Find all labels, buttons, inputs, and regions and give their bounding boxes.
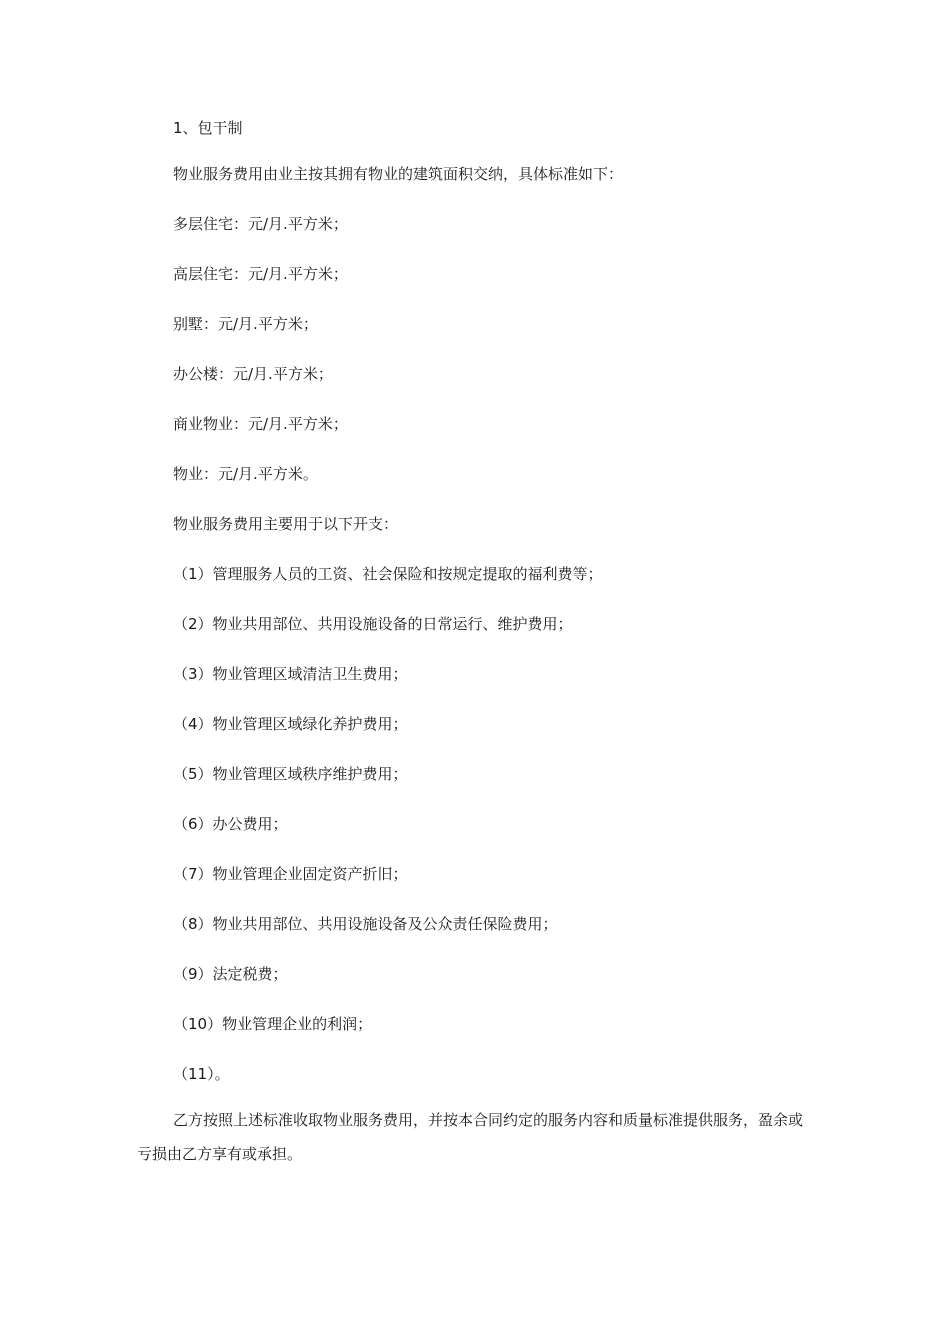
expense-item: （2）物业共用部位、共用设施设备的日常运行、维护费用； xyxy=(173,615,573,633)
expense-item: （7）物业管理企业固定资产折旧； xyxy=(173,865,408,883)
rate-item: 别墅：元/月.平方米； xyxy=(173,315,318,333)
expense-item: （6）办公费用； xyxy=(173,815,288,833)
rate-item: 商业物业：元/月.平方米； xyxy=(173,415,348,433)
section-heading: 1、包干制 xyxy=(173,119,243,137)
expense-item: （11）。 xyxy=(173,1065,230,1083)
expense-item: （8）物业共用部位、共用设施设备及公众责任保险费用； xyxy=(173,915,558,933)
fee-intro: 物业服务费用由业主按其拥有物业的建筑面积交纳，具体标准如下： xyxy=(173,165,624,183)
rate-item: 高层住宅：元/月.平方米； xyxy=(173,265,348,283)
rate-item: 物业：元/月.平方米。 xyxy=(173,465,318,483)
expense-item: （4）物业管理区域绿化养护费用； xyxy=(173,715,408,733)
expense-item: （5）物业管理区域秩序维护费用； xyxy=(173,765,408,783)
expense-item: （3）物业管理区域清洁卫生费用； xyxy=(173,665,408,683)
expense-item: （10）物业管理企业的利润； xyxy=(173,1015,373,1033)
expense-item: （1）管理服务人员的工资、社会保险和按规定提取的福利费等； xyxy=(173,565,603,583)
closing-paragraph: 乙方按照上述标准收取物业服务费用，并按本合同约定的服务内容和质量标准提供服务，盈余或亏损由乙方享有或承担。 xyxy=(137,1111,804,1163)
rate-item: 办公楼：元/月.平方米； xyxy=(173,365,333,383)
expense-intro: 物业服务费用主要用于以下开支： xyxy=(173,515,399,533)
expense-item: （9）法定税费； xyxy=(173,965,288,983)
rate-item: 多层住宅：元/月.平方米； xyxy=(173,215,348,233)
